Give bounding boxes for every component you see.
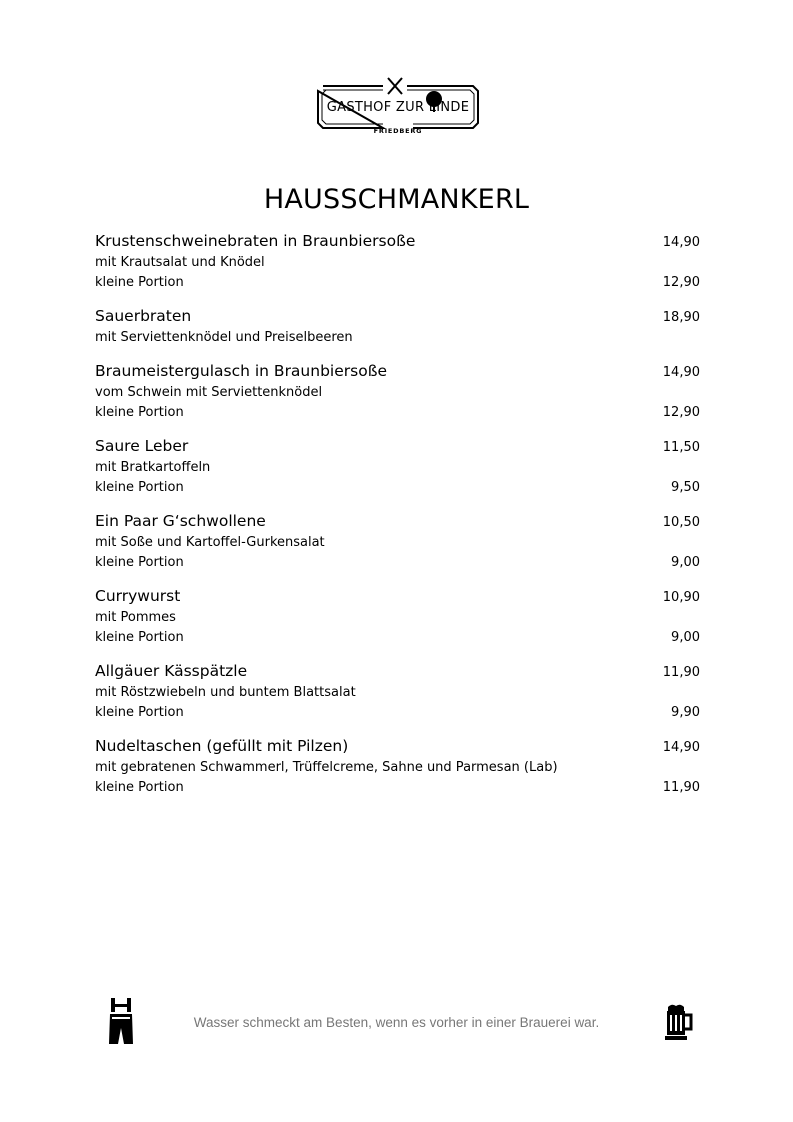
dish-description: mit Röstzwiebeln und buntem Blattsalat [95,685,356,700]
small-portion-price: 9,90 [671,705,700,720]
logo-name: GASTHOF ZUR LINDE [326,100,470,115]
dish-name: Krustenschweinebraten in Braunbiersoße [95,232,416,250]
dish-description: mit Pommes [95,610,176,625]
small-portion-label: kleine Portion [95,705,184,720]
dish-price: 10,90 [662,590,700,605]
dish-description: mit Bratkartoffeln [95,460,211,475]
small-portion-price: 9,50 [671,480,700,495]
dish-name: Allgäuer Kässpätzle [95,662,248,680]
small-portion-price: 11,90 [662,780,700,795]
menu-item [95,436,700,498]
small-portion-price: 12,90 [662,275,700,290]
dish-description: mit gebratenen Schwammerl, Trüffelcreme, Sahne und Parmesan (Lab) [95,760,558,775]
dish-name: Braumeistergulasch in Braunbiersoße [95,362,387,380]
dish-price: 14,90 [662,365,700,380]
dish-description: mit Serviettenknödel und Preiselbeeren [95,330,353,345]
small-portion-price: 9,00 [671,555,700,570]
dish-name: Sauerbraten [95,307,192,325]
dish-price: 14,90 [662,740,700,755]
dish-name: Ein Paar G‘schwollene [95,512,266,530]
dish-price: 10,50 [662,515,700,530]
logo-subtitle: FRIEDBERG [373,127,423,135]
page-title: HAUSSCHMANKERL [263,184,530,215]
menu-item [95,306,700,348]
small-portion-price: 9,00 [671,630,700,645]
menu-item [95,586,700,648]
menu-item [95,736,700,798]
small-portion-label: kleine Portion [95,275,184,290]
dish-description: mit Soße und Kartoffel-Gurkensalat [95,535,325,550]
dish-price: 14,90 [662,235,700,250]
dish-name: Nudeltaschen (gefüllt mit Pilzen) [95,737,349,755]
small-portion-label: kleine Portion [95,780,184,795]
restaurant-logo [315,74,481,140]
small-portion-label: kleine Portion [95,405,184,420]
dish-price: 18,90 [662,310,700,325]
small-portion-label: kleine Portion [95,555,184,570]
dish-name: Currywurst [95,587,181,605]
beer-mug-icon [664,1003,694,1041]
menu-item [95,661,700,723]
small-portion-label: kleine Portion [95,630,184,645]
small-portion-price: 12,90 [662,405,700,420]
dish-name: Saure Leber [95,437,189,455]
footer-quote: Wasser schmeckt am Besten, wenn es vorher in einer Brauerei war. [193,1015,600,1030]
dish-description: vom Schwein mit Serviettenknödel [95,385,323,400]
menu-list [95,231,700,811]
footer [0,995,793,1045]
dish-description: mit Krautsalat und Knödel [95,255,265,270]
dish-price: 11,50 [662,440,700,455]
dish-price: 11,90 [662,665,700,680]
menu-item [95,231,700,293]
menu-item [95,511,700,573]
menu-item [95,361,700,423]
small-portion-label: kleine Portion [95,480,184,495]
